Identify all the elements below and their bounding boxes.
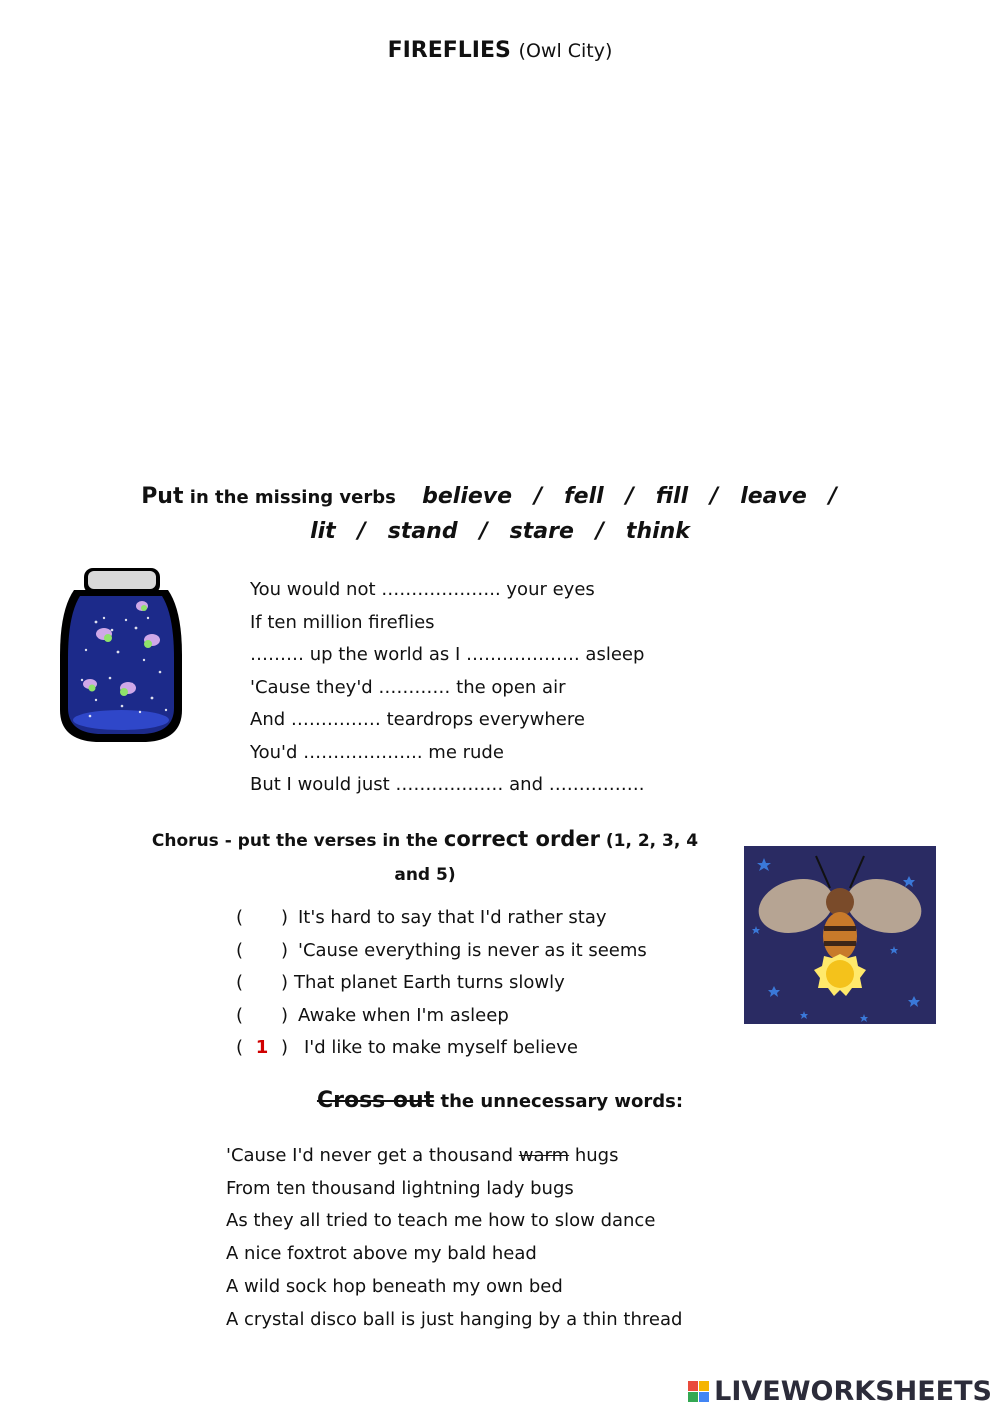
- paren-open: (: [236, 1037, 244, 1058]
- paren-open: (: [236, 1004, 244, 1026]
- paren-close: ): [281, 1004, 289, 1026]
- chorus-line: That planet Earth turns slowly: [294, 972, 565, 993]
- paren-open: (: [236, 972, 244, 993]
- exercise3-instruction: [0, 1088, 1000, 1113]
- firefly-illustration: [744, 846, 936, 1024]
- paren-close: ): [281, 907, 289, 928]
- order-row: [236, 1032, 647, 1065]
- instruction-text: the unnecessary words:: [440, 1091, 684, 1112]
- lyric-line[interactable]: From ten thousand lightning lady bugs: [226, 1177, 574, 1199]
- verb-separator: /: [828, 484, 837, 509]
- lyric-line[interactable]: A nice foxtrot above my bald head: [226, 1243, 537, 1265]
- instruction-numbers: (1, 2, 3, 4: [605, 831, 699, 851]
- verb-separator: /: [479, 519, 488, 544]
- verb-bank-line2: [0, 519, 1000, 544]
- verb-separator: /: [357, 519, 366, 544]
- paren-open: (: [236, 939, 244, 961]
- lyric-text: hugs: [569, 1145, 619, 1166]
- struck-word[interactable]: warm: [518, 1145, 570, 1166]
- verb-option: believe: [422, 484, 513, 509]
- verb-option: fill: [655, 484, 689, 509]
- chorus-line: It's hard to say that I'd rather stay: [298, 907, 607, 928]
- paren-close: ): [281, 972, 289, 993]
- instruction-emphasis: correct order: [443, 827, 600, 851]
- lyric-line[interactable]: A crystal disco ball is just hanging by a thin thread: [226, 1308, 683, 1330]
- exercise1-instruction: [0, 484, 1000, 544]
- verb-option: stand: [387, 519, 458, 544]
- chorus-order-list: [236, 902, 647, 1065]
- verb-option: lit: [310, 519, 336, 544]
- paren-close: ): [281, 1037, 289, 1058]
- chorus-line: Awake when I'm asleep: [298, 1004, 509, 1026]
- order-row: [236, 967, 647, 1000]
- verb-separator: /: [625, 484, 634, 509]
- paren-open: (: [236, 907, 244, 928]
- order-row: [236, 1000, 647, 1033]
- lyric-line[interactable]: A wild sock hop beneath my own bed: [226, 1275, 563, 1297]
- logo-icon: [688, 1381, 710, 1403]
- put-word: Put: [141, 484, 184, 509]
- liveworksheets-logo: [688, 1376, 992, 1407]
- lyric-line: ……… up the world as I ………………. asleep: [250, 644, 645, 665]
- exercise2-instruction: [130, 822, 720, 892]
- lyric-line: But I would just ……………… and …………….: [250, 774, 645, 795]
- verse1-lyrics: [250, 574, 644, 802]
- page-title: [0, 38, 1000, 63]
- lyric-line: You would not ……………….. your eyes: [250, 579, 595, 600]
- logo-text: LIVEWORKSHEETS: [714, 1376, 992, 1407]
- chorus-line: I'd like to make myself believe: [304, 1037, 578, 1058]
- verb-option: think: [625, 519, 690, 544]
- lyric-line: And …………… teardrops everywhere: [250, 709, 585, 730]
- lyric-line: You'd ……………….. me rude: [250, 741, 504, 763]
- order-row: [236, 935, 647, 968]
- lyric-line: 'Cause they'd ………… the open air: [250, 676, 566, 698]
- instruction-text: in the missing verbs: [189, 487, 396, 508]
- cross-out-label: Cross out: [316, 1088, 435, 1113]
- title-artist: (Owl City): [518, 40, 613, 62]
- verb-separator: /: [534, 484, 543, 509]
- verb-option: leave: [740, 484, 807, 509]
- lyric-line[interactable]: As they all tried to teach me how to slow dance: [226, 1210, 656, 1232]
- chorus-line: 'Cause everything is never as it seems: [298, 939, 647, 961]
- instruction-numbers-end: and 5): [394, 865, 456, 885]
- lyric-line: [226, 1140, 682, 1173]
- order-number-input[interactable]: 1: [255, 1037, 269, 1058]
- verb-option: fell: [564, 484, 604, 509]
- verb-option: stare: [509, 519, 574, 544]
- lyric-line: If ten million fireflies: [250, 611, 435, 633]
- firefly-jar-illustration: [56, 560, 186, 745]
- paren-close: ): [281, 939, 289, 961]
- verse2-lyrics: [226, 1140, 682, 1336]
- verb-separator: /: [595, 519, 604, 544]
- lyric-text: 'Cause I'd never get a thousand: [226, 1145, 519, 1166]
- order-row: [236, 902, 647, 935]
- instruction-text: Chorus - put the verses in the: [151, 831, 438, 851]
- title-main: FIREFLIES: [387, 38, 511, 63]
- verb-separator: /: [710, 484, 719, 509]
